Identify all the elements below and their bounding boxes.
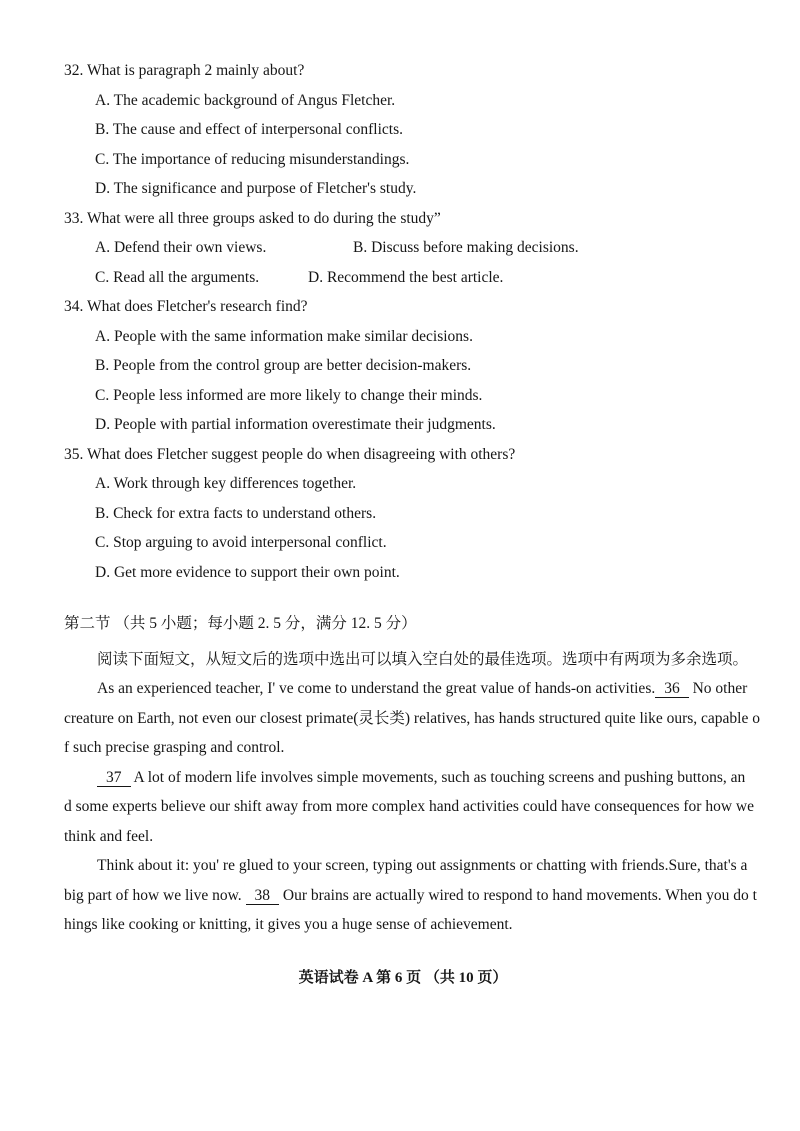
section-2-instruction: 阅读下面短文，从短文后的选项中选出可以填入空白处的最佳选项。选项中有两项为多余选项。 bbox=[97, 650, 749, 668]
section-2-heading: 第二节 （共 5 小题；每小题 2. 5 分，满分 12. 5 分） bbox=[64, 615, 417, 632]
blank-38: 38 bbox=[246, 887, 280, 905]
question-35-option-c: C. Stop arguing to avoid interpersonal conflict. bbox=[95, 534, 387, 551]
question-34 bbox=[64, 292, 742, 440]
question-35-stem: 35. What does Fletcher suggest people do when disagreeing with others? bbox=[64, 445, 516, 463]
question-33-option-c: C. Read all the arguments. bbox=[95, 268, 260, 286]
paragraph-3-line-1: Think about it: you' re glued to your screen, typing out assignments or chatting with friends.Sure, that's a bbox=[97, 857, 748, 874]
question-33-option-a: A. Defend their own views. bbox=[95, 239, 267, 256]
question-35-option-b: B. Check for extra facts to understand others. bbox=[95, 504, 377, 522]
question-33-option-b: B. Discuss before making decisions. bbox=[353, 239, 579, 256]
question-32 bbox=[64, 56, 742, 204]
paragraph-2-line-1 bbox=[64, 763, 746, 793]
paragraph-text: No other bbox=[692, 680, 748, 697]
question-32-option-d: D. The significance and purpose of Fletcher's study. bbox=[95, 180, 417, 197]
question-33-stem: 33. What were all three groups asked to do during the study” bbox=[64, 209, 441, 227]
question-34-option-c: C. People less informed are more likely to change their minds. bbox=[95, 386, 483, 404]
paragraph-text: As an experienced teacher, I' ve come to understand the great value of hands-on activities. bbox=[97, 680, 656, 697]
blank-37: 37 bbox=[97, 769, 131, 787]
paragraph-1-line-3: f such precise grasping and control. bbox=[64, 739, 285, 756]
question-35 bbox=[64, 440, 742, 588]
question-32-option-c: C. The importance of reducing misunderstandings. bbox=[95, 150, 410, 168]
question-34-stem: 34. What does Fletcher's research find? bbox=[64, 298, 308, 315]
question-33-options-row-1 bbox=[64, 233, 742, 263]
paragraph-text: big part of how we live now. bbox=[64, 886, 242, 904]
question-35-option-d: D. Get more evidence to support their own point. bbox=[95, 563, 400, 581]
passage-paragraph-2 bbox=[64, 763, 754, 852]
page-footer: 英语试卷 A 第 6 页 （共 10 页） bbox=[298, 969, 508, 986]
paragraph-2-line-3: think and feel. bbox=[64, 827, 154, 845]
passage-paragraph-1 bbox=[64, 674, 760, 763]
paragraph-1-line-2: creature on Earth, not even our closest primate(灵长类) relatives, has hands structured quite like ours, capable o bbox=[64, 709, 760, 727]
question-34-option-a: A. People with the same information make similar decisions. bbox=[95, 327, 473, 345]
paragraph-3-line-2 bbox=[64, 881, 757, 911]
passage-paragraph-3 bbox=[64, 851, 757, 940]
paragraph-3-line-3: hings like cooking or knitting, it gives you a huge sense of achievement. bbox=[64, 916, 513, 933]
blank-36: 36 bbox=[655, 680, 689, 698]
question-34-option-b: B. People from the control group are better decision-makers. bbox=[95, 357, 472, 374]
question-33-option-d: D. Recommend the best article. bbox=[308, 268, 504, 286]
paragraph-text: Our brains are actually wired to respond to hand movements. When you do t bbox=[282, 886, 757, 904]
question-35-option-a: A. Work through key differences together. bbox=[95, 475, 357, 492]
question-32-option-a: A. The academic background of Angus Fletcher. bbox=[95, 91, 396, 109]
paragraph-1-line-1 bbox=[64, 674, 748, 704]
paragraph-text: A lot of modern life involves simple movements, such as touching screens and pushing buttons, an bbox=[133, 768, 746, 786]
paragraph-2-line-2: d some experts believe our shift away from more complex hand activities could have consequences for how we bbox=[64, 798, 754, 815]
question-34-option-d: D. People with partial information overestimate their judgments. bbox=[95, 416, 496, 433]
question-33 bbox=[64, 204, 742, 293]
question-32-stem: 32. What is paragraph 2 mainly about? bbox=[64, 62, 305, 79]
question-32-option-b: B. The cause and effect of interpersonal conflicts. bbox=[95, 121, 404, 138]
question-33-options-row-2 bbox=[64, 263, 742, 293]
